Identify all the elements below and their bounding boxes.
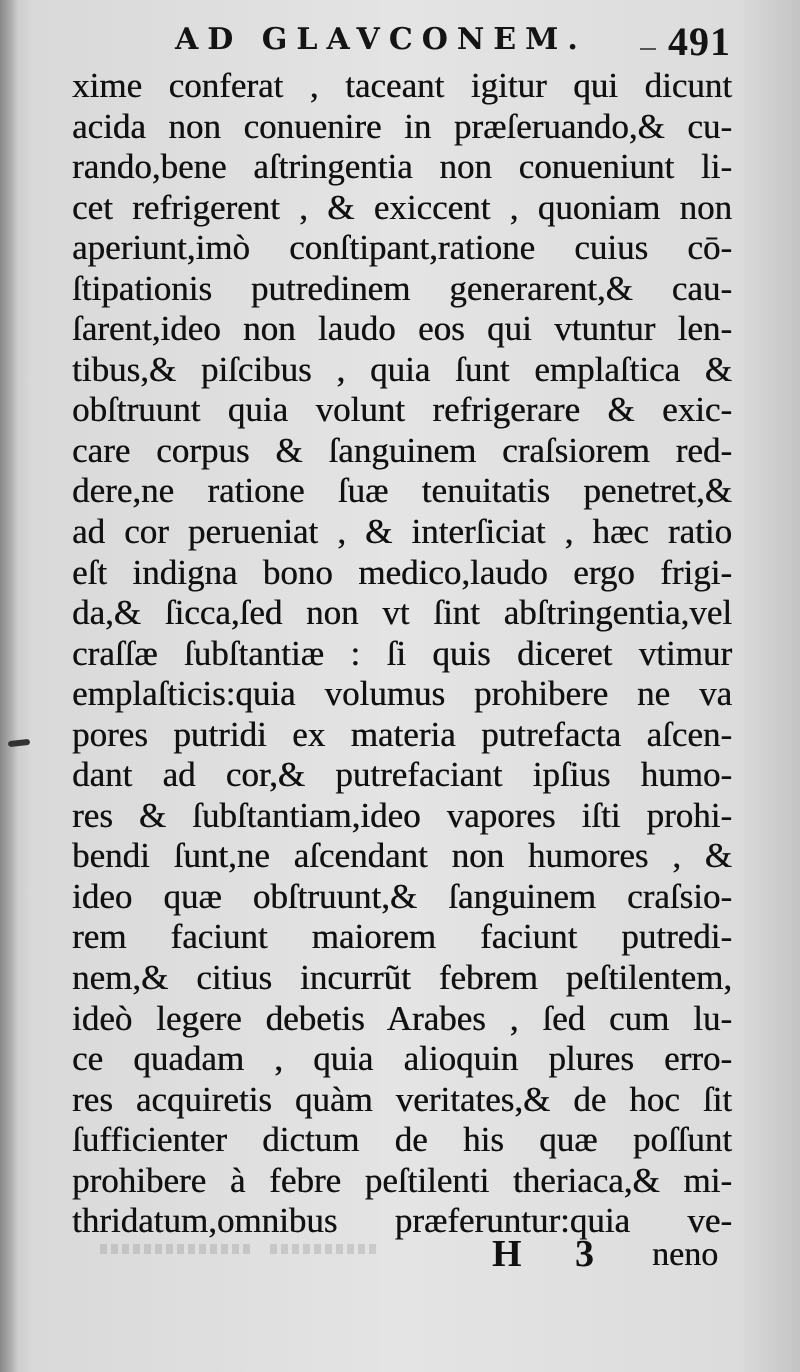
text-line: da,& ſicca,ſed non vt ſint abſtringentia,vel [72, 593, 733, 633]
text-line: eſt indigna bono medico,laudo ergo frigi- [72, 552, 733, 592]
text-line: cet refrigerent , & exiccent , quoniam non [72, 187, 733, 227]
text-line: ideò legere debetis Arabes , ſed cum lu- [72, 998, 733, 1038]
margin-ink-mark [8, 739, 31, 747]
signature-mark: H 3 [492, 1233, 617, 1275]
text-line: care corpus & ſanguinem craſsiorem red- [72, 430, 732, 470]
text-line: pores putridi ex materia putrefacta aſcen- [72, 714, 732, 754]
text-line: acida non conuenire in præſeruando,& cu- [72, 106, 732, 146]
text-line: aperiunt,imò conſtipant,ratione cuius cō- [72, 228, 732, 268]
text-line: res acquiretis quàm veritates,& de hoc ſit [72, 1079, 733, 1119]
page-number: 491 [668, 19, 731, 64]
text-line: rem faciunt maiorem faciunt putredi- [72, 917, 732, 957]
text-line: xime conferat , taceant igitur qui dicunt [72, 66, 732, 105]
text-line: tibus,& piſcibus , quia ſunt emplaſtica & [72, 349, 732, 389]
text-line: ce quadam , quia alioquin plures erro- [72, 1039, 733, 1079]
text-line: nem,& citius incurrũt febrem peſtilentem, [72, 958, 732, 998]
text-line: emplaſticis:quia volumus prohibere ne va [72, 674, 733, 714]
text-line: craſſæ ſubſtantiæ : ſi quis diceret vtimur [72, 633, 732, 673]
text-line: ſtipationis putredinem generarent,& cau- [72, 268, 732, 308]
text-line: ſufficienter dictum de his quæ poſſunt [72, 1120, 732, 1160]
text-line: dere,ne ratione ſuæ tenuitatis penetret,& [72, 471, 732, 511]
text-line: dant ad cor,& putrefaciant ipſius humo- [72, 755, 733, 795]
text-line: thridatum,omnibus præferuntur:quia ve- [72, 1201, 732, 1241]
running-title: AD GLAVCONEM. [175, 22, 587, 57]
page-header [0, 18, 800, 68]
catchword: neno [652, 1236, 719, 1273]
text-line: ideo quæ obſtruunt,& ſanguinem craſsio- [72, 876, 732, 916]
text-line: obſtruunt quia volunt refrigerare & exic- [72, 390, 732, 430]
page-footer [0, 1232, 800, 1282]
text-line: res & ſubſtantiam,ideo vapores iſti prohi- [72, 795, 732, 835]
gutter-shadow [0, 0, 18, 1372]
text-line: prohibere à febre peſtilenti theriaca,& mi- [72, 1160, 733, 1200]
text-line: ſarent,ideo non laudo eos qui vtuntur len- [72, 309, 732, 349]
header-dash [640, 48, 656, 50]
text-line: ad cor perueniat , & interſiciat , hæc ratio [72, 512, 732, 552]
text-line: bendi ſunt,ne aſcendant non humores , & [72, 836, 733, 876]
body-text [72, 66, 732, 1242]
text-line: rando,bene aſtringentia non conueniunt li- [72, 147, 733, 187]
